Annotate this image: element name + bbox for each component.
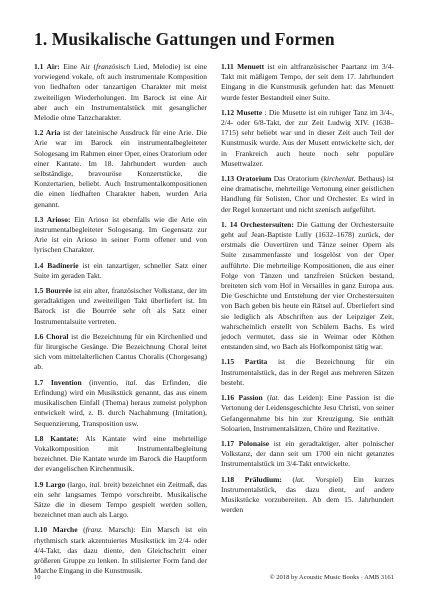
glossary-entry (221, 475, 394, 516)
glossary-entry (34, 434, 207, 475)
entry-text: Die Gattung der Orchestersuite geht auf Jean-Baptiste Lully (1632–1678) zurück, der erstmals die Ouvertüren und Tänze seiner Opern als Suite zusammenfasste und losgelöst von der Oper aufführte. Die mehrteilige Kompositionen, die aus einer Folge von Tänzen und tanzfreien Stücken bestand, breiteten sich vom Hof in Versailles in ganz Europa aus. Die Geschichte und Entstehung der vier Orchestersuiten von Bach geben bis heute ein Rätsel auf. Überliefert sind sie lediglich als Abschriften aus der Leipziger Zeit, wahrscheinlich erstellt von Schülern Bachs. Es wird jedoch vermutet, dass sie in Weimar oder Köthen entstanden sind, wo Bach als Hofkomponist tätig war. (221, 219, 394, 352)
entry-text: (inventio, (81, 377, 126, 387)
entry-term: 1.7 Invention (34, 377, 82, 387)
glossary-entry (221, 357, 394, 388)
entry-text: ( (77, 525, 86, 535)
glossary-entry (221, 393, 394, 434)
entry-term: 1.8 Kantate: (34, 433, 79, 443)
entry-term: 1.11 Menuett (221, 62, 265, 71)
entry-text: breit) bezeichnet ein Zeitmaß, das ein sehr langsames Tempo vorschreibt. Musikalische Sätze die in diesem Tempo gespielt werden sollen, bezeichnet man auch als Largo. (34, 479, 207, 520)
entry-italic: franz. (85, 525, 103, 535)
entry-text: Als Kantate wird eine mehrteilige Vokalkomposition mit Instrumentalbegleitung bezeichnet. Die Kantate wurde im Barock die Hauptform der evangelischen Kirchenmusik. (34, 433, 208, 474)
glossary-entry (221, 108, 394, 169)
entry-text: ist ein altfranzösischer Paartanz im 3/4-Takt mit mäßigem Tempo, der seit dem 17. Jahrhundert Eingang in die Kunstmusik gefunden hat: das Menuett wurde fester Bestandteil einer Suite. (221, 62, 394, 102)
entry-text: Marsch): Ein Marsch ist ein rhythmisch stark akzentuiertes Musikstück im 2/4- oder 4/4-Takt, das dazu diente, den Gleichschritt einer größeren Gruppe zu lenken. In stilisierter Form fand der Marche Eingang in die Kunstmusik. (34, 525, 207, 576)
entry-text: Lied, Melodie) ist eine vorwiegend vokale, oft auch instrumentale Komposition von liedhaften oder tanzartigen Charakter mit meist zweiteiligen Wiederholungen. Im Barock ist eine Air aber auch ein Instrumentalstück mit gesanglicher Melodie ohne Tanzcharakter. (34, 62, 207, 123)
entry-text: Ein Arioso ist ebenfalls wie die Arie ein instrumentalbegleiteter Sologesang. Im Gegensatz zur Arie ist ein Arioso in seiner Form offener und von lyrischen Charakter. (34, 214, 207, 255)
entry-text: ist ein tanzartiger, schneller Satz einer Suite im geraden Takt. (34, 260, 208, 280)
entry-term: 1.12 Musette (221, 107, 263, 117)
entry-text: Eine Air ( (59, 62, 97, 71)
entry-text: ist der lateinische Ausdruck für eine Arie. Die Arie war im Barock ein instrumentalbegleiteter Sologesang im Rahmen einer Oper, eines Oratorium oder einer Kantate. Im 18. Jahrhundert wurden auch selbständige, bravouröse Konzertstücke, die Konzertarien, beliebt. Auch Instrumentalkompositionen die einen liedhaften Charakter haben, wurden Aria genannt. (34, 128, 207, 209)
entry-term: 1.9 Largo (34, 479, 66, 489)
page-footer (34, 574, 394, 581)
entry-term: 1.6 Choral (34, 331, 69, 341)
entry-text: das Erfinden, die Erfindung) wird ein Musikstück genannt, das aus einem musikalischen Einfall (Thema) heraus zumeist polyphon entwickelt wird, z. B. durch Nachahmung (Imitation), Sequenzierung, Transposition usw. (34, 377, 208, 428)
entry-text: ( (281, 474, 296, 484)
glossary-entry (34, 480, 207, 521)
glossary-entry (34, 261, 207, 281)
entry-term: 1.13 Oratorium (221, 174, 272, 184)
entry-text: Bethaus) ist eine dramatische, mehrteilige Vertonung einer geistlichen Handlung für Solisten, Chor und Orchester. Es wird in der Regel konzertant und nicht szenisch aufgeführt. (221, 174, 395, 214)
entry-text: Das Oratorium ( (271, 174, 324, 184)
glossary-entry (34, 286, 207, 327)
entry-italic: französisch (96, 62, 131, 71)
glossary-entry (34, 62, 207, 123)
glossary-entry (34, 128, 207, 210)
left-column (34, 62, 207, 581)
entry-term: 1.2 Aria (34, 128, 61, 138)
entry-term: 1.15 Partita (221, 357, 268, 367)
glossary-entry (221, 439, 394, 470)
entry-text: ( (262, 393, 270, 403)
entry-term: 1.3 Arioso: (34, 214, 71, 224)
entry-text: das Leiden): Eine Passion ist die Vertonung der Leidensgeschichte Jesu Christi, von seiner Gefangennahme bis hin zur Kreuzigung. Sie enthält Soloarien, Instrumentalsätzen, Chöre und Rezitative. (221, 393, 394, 433)
entry-italic: lat. (295, 474, 305, 484)
entry-text: (largo, (65, 479, 90, 489)
entry-text: ist ein alter, französischer Volkstanz, der im geradtaktigen und zweiteiligen Takt überliefert ist. Im Barock ist die Bourrée sehr oft als Satz einer Instrumentalsuite vertreten. (34, 286, 207, 326)
entry-term: 1.5 Bourrée (34, 286, 72, 296)
entry-term: 1.1 Air: (34, 62, 60, 71)
glossary-entry (221, 62, 394, 103)
entry-italic: lat. (269, 393, 280, 403)
entry-text: ist die Bezeichnung für ein Kirchenlied und für liturgische Gesänge. Die Bezeichnung Choral leitet sich vom mittelalterlichen Cantus Choralis (Chorgesang) ab. (34, 331, 208, 372)
entry-term: 1. 14 Orchestersuiten: (221, 219, 294, 229)
entry-italic: kirchenlat. (323, 174, 356, 184)
entry-term: 1.4 Badinerie (34, 260, 79, 270)
entry-italic: ital. (89, 479, 102, 489)
entry-text: Vorspiel) Ein kurzes Instrumentalstück, das dazu dient, auf andere Musikstücke vorzubereiten. Ab dem 15. Jahrhundert werden (221, 474, 395, 515)
entry-term: 1.17 Polonaise (221, 438, 270, 448)
entry-term: 1.10 Marche (34, 525, 78, 535)
glossary-entry (221, 220, 394, 353)
entry-term: 1.16 Passion (221, 393, 263, 403)
copyright-notice: © 2018 by Acoustic Music Books · AMB 3161 (269, 574, 394, 581)
text-columns (34, 62, 394, 581)
glossary-entry (221, 174, 394, 215)
entry-italic: ital. (125, 377, 138, 387)
entry-text: ist die Bezeichnung für ein Instrumentalstück, das in der Regel aus mehreren Sätzen besteht. (221, 357, 394, 387)
entry-text: ist ein geradtaktiger, alter polnischer Volkstanz, der dann seit um 1700 ein nicht getanztes Instrumentalstück im 3/4-Takt entwickelte. (221, 438, 395, 469)
right-column (221, 62, 394, 581)
entry-term: 1.18 Präludium: (221, 474, 282, 484)
glossary-entry (34, 215, 207, 256)
entry-text: : Die Musette ist ein ruhiger Tanz im 3/4-, 2/4- oder 6/8-Takt, der zur Zeit Ludwig XIV. (1638–1715) sehr beliebt war und in dieser Zeit auch Teil der Kunstmusik wurde. Aus der Musett entwickelte sich, der in Frankreich auch heute noch sehr populäre Musettwalzer. (221, 107, 394, 168)
glossary-entry (34, 378, 207, 429)
glossary-entry (34, 332, 207, 373)
page-title: 1. Musikalische Gattungen und Formen (34, 29, 335, 49)
glossary-entry (34, 525, 207, 576)
page-number: 10 (34, 574, 41, 581)
